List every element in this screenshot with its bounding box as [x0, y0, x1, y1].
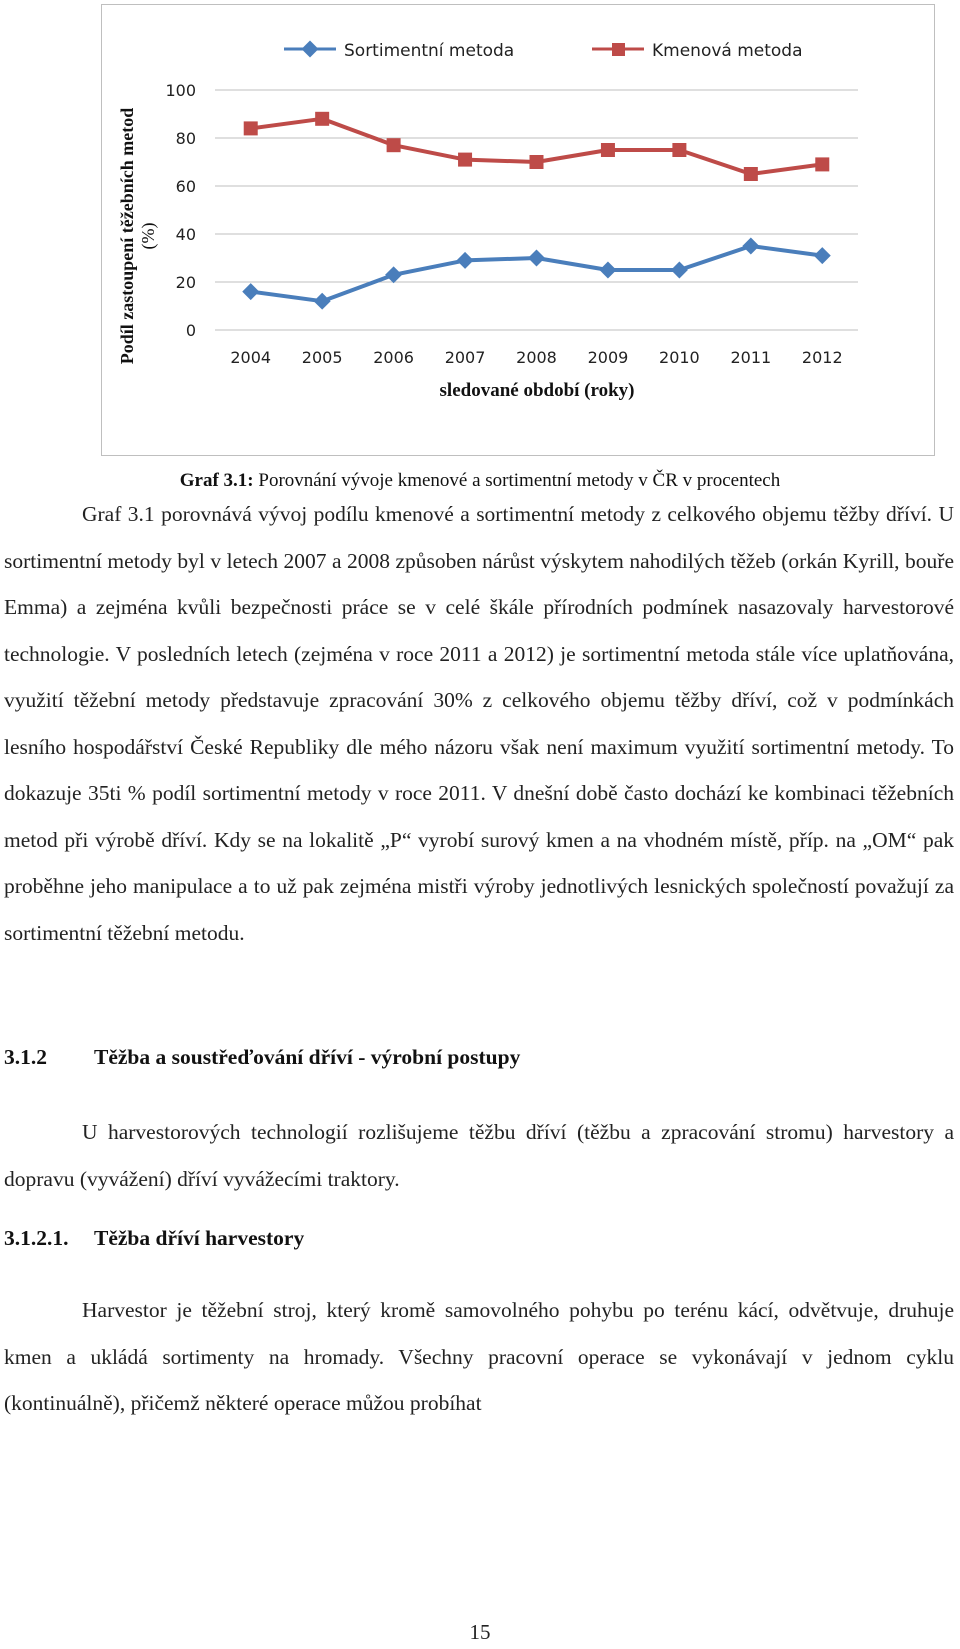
x-tick-label-2004: 2004	[230, 348, 272, 367]
y-tick-label-60: 60	[175, 177, 196, 196]
x-tick-label-2009: 2009	[587, 348, 629, 367]
series-1-point-2006	[387, 138, 401, 152]
series-0-point-2006	[385, 266, 402, 283]
y-tick-label-100: 100	[165, 81, 196, 100]
x-tick-label-2010: 2010	[659, 348, 700, 367]
x-tick-label-2012: 2012	[801, 348, 843, 367]
x-tick-label-2011: 2011	[730, 348, 772, 367]
series-0-point-2010	[671, 262, 688, 279]
series-0-point-2009	[599, 262, 616, 279]
series-1-point-2011	[744, 167, 758, 181]
paragraph-2	[4, 1109, 954, 1202]
y-axis-title	[117, 108, 159, 365]
section-heading-3-1-2-1	[4, 1226, 304, 1251]
y-tick-label-40: 40	[175, 225, 196, 244]
legend-label-kmenova: Kmenová metoda	[652, 41, 803, 61]
series-0-point-2012	[814, 247, 831, 264]
line-chart	[0, 0, 960, 470]
subsection-heading-number: 3.1.2.1.	[4, 1226, 69, 1250]
x-tick-label-2007: 2007	[444, 348, 486, 367]
legend-label-sortimentni: Sortimentní metoda	[344, 41, 515, 61]
figure-caption-text: Porovnání vývoje kmenové a sortimentní metody v ČR v procentech	[253, 470, 781, 491]
x-tick-label-2008: 2008	[516, 348, 557, 367]
y-tick-label-80: 80	[175, 129, 196, 148]
series-1-point-2004	[244, 121, 258, 135]
y-tick-label-20: 20	[175, 273, 196, 292]
series-1-point-2007	[458, 153, 472, 167]
x-tick-label-2005: 2005	[301, 348, 343, 367]
series-0-point-2008	[528, 250, 545, 267]
x-axis-ticks	[230, 348, 842, 367]
paragraph-2-text: U harvestorových technologií rozlišujeme těžbu dříví (těžbu a zpracování stromu) harvestory a dopravu (vyvážení) dříví vyvážecími traktory.	[4, 1120, 954, 1191]
series-0-point-2007	[457, 252, 474, 269]
y-axis-title-line1: Podíl zastoupení těžebních metod	[117, 107, 137, 365]
series-1-point-2005	[315, 112, 329, 126]
paragraph-3	[4, 1287, 954, 1427]
y-tick-label-0: 0	[185, 321, 196, 340]
subsection-heading-title: Těžba dříví harvestory	[94, 1226, 305, 1250]
series-0-point-2005	[314, 293, 331, 310]
chart-gridlines	[215, 90, 858, 330]
paragraph-1	[4, 491, 954, 956]
series-1-point-2008	[530, 155, 544, 169]
series-0-point-2011	[742, 238, 759, 255]
chart-legend	[284, 41, 803, 61]
legend-marker-kmenova	[612, 43, 625, 56]
paragraph-1-text: Graf 3.1 porovnává vývoj podílu kmenové a sortimentní metody z celkového objemu těžby dříví. U sortimentní metody byl v letech 2007 a 2008 způsoben nárůst výskytem nahodilých těžeb (orkán Kyrill, bouře Emma) a zejména kvůli bezpečnosti práce se v celé škále přírodních podmínek nasazovaly harvestorové technologie. V posledních letech (zejména v roce 2011 a 2012) je sortimentní metoda stále více uplatňována, využití těžební metody představuje zpracování 30% z celkového objemu těžby dříví, což v podmínkách lesního hospodářství České Republiky dle mého názoru však není maximum využití sortimentní metody. To dokazuje 35ti % podíl sortimentní metody v roce 2011. V dnešní době často dochází ke kombinaci těžebních metod při výrobě dříví. Kdy se na lokalitě „P“ vyrobí surový kmen a na vhodném místě, příp. na „OM“ pak proběhne jeho manipulace a to už pak zejména mistři výroby jednotlivých lesnických společností považují za sortimentní těžební metodu.	[4, 502, 954, 945]
legend-marker-sortimentni	[302, 41, 319, 58]
figure-caption-label: Graf 3.1:	[179, 470, 254, 491]
section-heading-number: 3.1.2	[4, 1045, 47, 1069]
y-axis-title-line2: (%)	[138, 222, 158, 250]
y-axis-ticks	[165, 81, 196, 340]
figure-caption	[0, 470, 960, 492]
series-1-point-2010	[672, 143, 686, 157]
chart-series	[242, 112, 831, 310]
section-heading-title: Těžba a soustřeďování dříví - výrobní postupy	[94, 1045, 521, 1069]
series-0-point-2004	[242, 283, 259, 300]
x-tick-label-2006: 2006	[373, 348, 414, 367]
x-axis-title: sledované období (roky)	[439, 380, 635, 401]
series-1-point-2009	[601, 143, 615, 157]
paragraph-3-text: Harvestor je těžební stroj, který kromě samovolného pohybu po terénu kácí, odvětvuje, druhuje kmen a ukládá sortimenty na hromady. Všechny pracovní operace se vykonávají v jednom cyklu (kontinuálně), přičemž některé operace můžou probíhat	[4, 1298, 954, 1415]
series-1-point-2012	[815, 157, 829, 171]
page-number: 15	[469, 1620, 491, 1644]
section-heading-3-1-2	[4, 1045, 520, 1070]
